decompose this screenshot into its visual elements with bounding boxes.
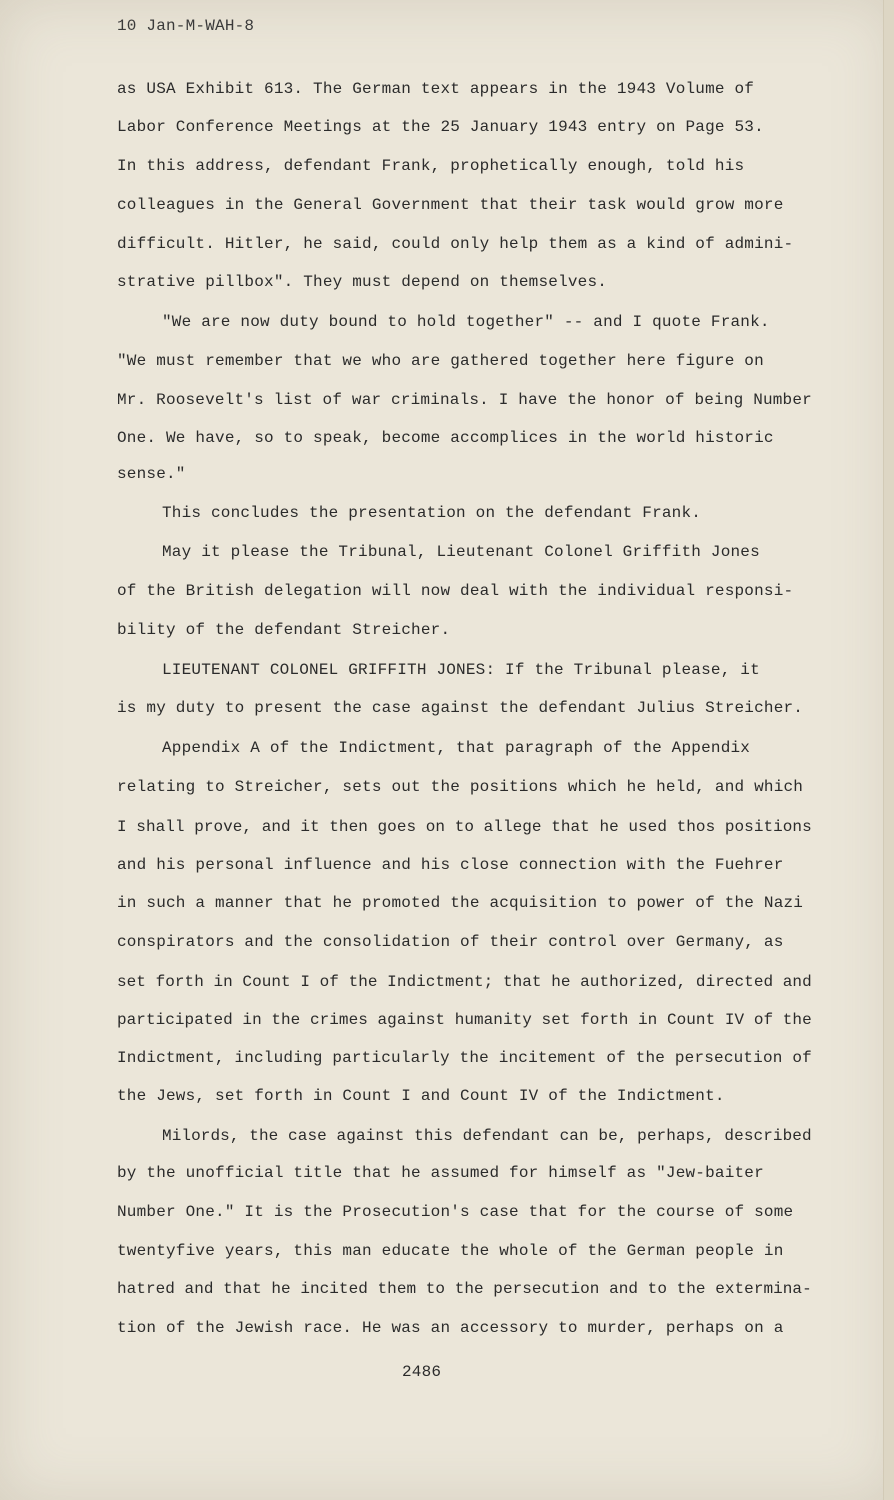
text-line: I shall prove, and it then goes on to allege that he used thos positions	[117, 818, 812, 836]
text-line: set forth in Count I of the Indictment; that he authorized, directed and	[117, 973, 812, 991]
text-line: Mr. Roosevelt's list of war criminals. I have the honor of being Number	[117, 391, 812, 409]
text-line: hatred and that he incited them to the persecution and to the extermina-	[117, 1280, 812, 1298]
text-line: by the unofficial title that he assumed for himself as "Jew-baiter	[117, 1164, 764, 1182]
text-line: conspirators and the consolidation of their control over Germany, as	[117, 933, 784, 951]
text-line: difficult. Hitler, he said, could only help them as a kind of admini-	[117, 235, 794, 253]
text-line: May it please the Tribunal, Lieutenant Colonel Griffith Jones	[162, 543, 760, 561]
document-header-code: 10 Jan-M-WAH-8	[117, 17, 255, 35]
text-line: In this address, defendant Frank, prophetically enough, told his	[117, 157, 745, 175]
text-line: and his personal influence and his close connection with the Fuehrer	[117, 856, 784, 874]
text-line: twentyfive years, this man educate the whole of the German people in	[117, 1242, 784, 1260]
text-line: Labor Conference Meetings at the 25 January 1943 entry on Page 53.	[117, 118, 764, 136]
text-line: tion of the Jewish race. He was an accessory to murder, perhaps on a	[117, 1319, 784, 1337]
text-line: Number One." It is the Prosecution's case that for the course of some	[117, 1203, 794, 1221]
text-line: the Jews, set forth in Count I and Count IV of the Indictment.	[117, 1087, 725, 1105]
text-line: relating to Streicher, sets out the positions which he held, and which	[117, 778, 804, 796]
text-line: sense."	[117, 465, 186, 483]
text-line: strative pillbox". They must depend on themselves.	[117, 273, 608, 291]
text-line: "We must remember that we who are gathered together here figure on	[117, 352, 764, 370]
text-line: in such a manner that he promoted the acquisition to power of the Nazi	[117, 894, 804, 912]
text-line: as USA Exhibit 613. The German text appears in the 1943 Volume of	[117, 80, 755, 98]
text-line: This concludes the presentation on the defendant Frank.	[162, 504, 702, 522]
text-line: colleagues in the General Government that their task would grow more	[117, 196, 784, 214]
text-line: Milords, the case against this defendant can be, perhaps, described	[162, 1127, 812, 1145]
text-line: Indictment, including particularly the incitement of the persecution of	[117, 1049, 812, 1067]
text-line: "We are now duty bound to hold together" -- and I quote Frank.	[162, 313, 770, 331]
text-line: bility of the defendant Streicher.	[117, 621, 451, 639]
text-line: of the British delegation will now deal with the individual responsi-	[117, 582, 794, 600]
text-line: is my duty to present the case against the defendant Julius Streicher.	[117, 699, 804, 717]
page-number: 2486	[402, 1363, 442, 1381]
text-line: Appendix A of the Indictment, that paragraph of the Appendix	[162, 739, 751, 757]
text-line: LIEUTENANT COLONEL GRIFFITH JONES: If the Tribunal please, it	[162, 661, 760, 679]
text-line: One. We have, so to speak, become accomplices in the world historic	[117, 429, 774, 447]
text-line: participated in the crimes against humanity set forth in Count IV of the	[117, 1011, 812, 1029]
